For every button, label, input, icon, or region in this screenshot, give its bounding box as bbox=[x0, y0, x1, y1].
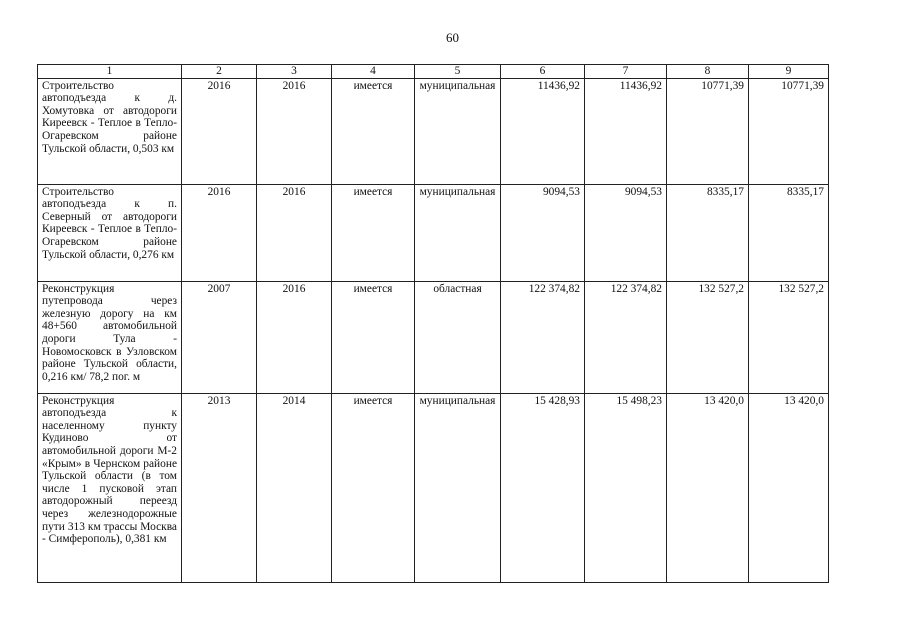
start-year-cell: 2013 bbox=[182, 393, 257, 582]
value-cell: 122 374,82 bbox=[585, 281, 667, 393]
value-cell: 8335,17 bbox=[667, 184, 749, 281]
start-year-cell: 2007 bbox=[182, 281, 257, 393]
table-row bbox=[38, 393, 829, 582]
column-header: 2 bbox=[182, 65, 257, 79]
value-cell: 9094,53 bbox=[501, 184, 585, 281]
start-year-cell: 2016 bbox=[182, 78, 257, 184]
column-header: 4 bbox=[332, 65, 415, 79]
status-cell: имеется bbox=[332, 184, 415, 281]
value-cell: 132 527,2 bbox=[667, 281, 749, 393]
table-row bbox=[38, 281, 829, 393]
value-cell: 122 374,82 bbox=[501, 281, 585, 393]
column-header: 5 bbox=[415, 65, 501, 79]
table-row bbox=[38, 184, 829, 281]
data-table bbox=[37, 64, 829, 583]
status-cell: имеется bbox=[332, 78, 415, 184]
object-name-cell: Строительство автоподъезда к д. Хомутовка от автодороги Киреевск - Теплое в Тепло-Огаревском районе Тульской области, 0,503 км bbox=[38, 78, 182, 184]
status-cell: имеется bbox=[332, 393, 415, 582]
object-name-cell: Реконструкция автоподъезда к населенному пункту Кудиново от автомобильной дороги М-2 «Крым» в Чернском районе Тульской области (в том числе 1 пусковой этап автодорожный переезд через железнодорожные пути 313 км трассы Москва - Симферополь), 0,381 км bbox=[38, 393, 182, 582]
value-cell: 8335,17 bbox=[749, 184, 829, 281]
value-cell: 132 527,2 bbox=[749, 281, 829, 393]
end-year-cell: 2016 bbox=[257, 281, 332, 393]
end-year-cell: 2014 bbox=[257, 393, 332, 582]
status-cell: имеется bbox=[332, 281, 415, 393]
value-cell: 11436,92 bbox=[501, 78, 585, 184]
value-cell: 11436,92 bbox=[585, 78, 667, 184]
object-name-cell: Строительство автоподъезда к п. Северный от автодороги Киреевск - Теплое в Тепло-Огаревском районе Тульской области, 0,276 км bbox=[38, 184, 182, 281]
column-header: 9 bbox=[749, 65, 829, 79]
value-cell: 9094,53 bbox=[585, 184, 667, 281]
page-number: 60 bbox=[446, 30, 459, 45]
level-cell: муниципальная bbox=[415, 184, 501, 281]
column-header: 3 bbox=[257, 65, 332, 79]
column-header: 1 bbox=[38, 65, 182, 79]
table-header-row bbox=[38, 65, 829, 79]
level-cell: муниципальная bbox=[415, 78, 501, 184]
column-header: 8 bbox=[667, 65, 749, 79]
value-cell: 15 428,93 bbox=[501, 393, 585, 582]
value-cell: 15 498,23 bbox=[585, 393, 667, 582]
value-cell: 10771,39 bbox=[667, 78, 749, 184]
value-cell: 10771,39 bbox=[749, 78, 829, 184]
end-year-cell: 2016 bbox=[257, 78, 332, 184]
value-cell: 13 420,0 bbox=[749, 393, 829, 582]
end-year-cell: 2016 bbox=[257, 184, 332, 281]
start-year-cell: 2016 bbox=[182, 184, 257, 281]
column-header: 6 bbox=[501, 65, 585, 79]
level-cell: областная bbox=[415, 281, 501, 393]
table-row bbox=[38, 78, 829, 184]
level-cell: муниципальная bbox=[415, 393, 501, 582]
object-name-cell: Реконструкция путепровода через железную дорогу на км 48+560 автомобильной дороги Тула - Новомосковск в Узловском районе Тульской области, 0,216 км/ 78,2 пог. м bbox=[38, 281, 182, 393]
value-cell: 13 420,0 bbox=[667, 393, 749, 582]
column-header: 7 bbox=[585, 65, 667, 79]
